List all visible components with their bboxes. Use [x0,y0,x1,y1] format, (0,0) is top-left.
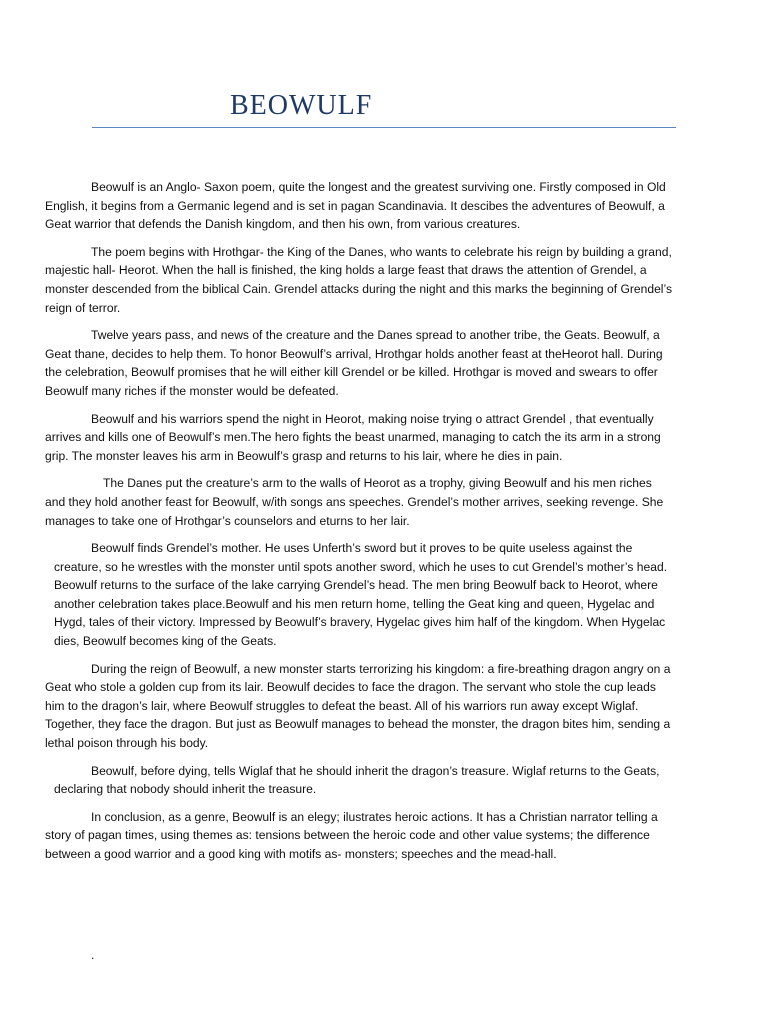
title-underline-rule [92,127,676,128]
paragraph-night-in-heorot: Beowulf and his warriors spend the night in Heorot, making noise trying o attract Grendel , that eventually arrives and kills one of Beowulf’s men.The hero fights the beast unarmed, managing to catch the its arm in a strong grip. The monster leaves his arm in Beowulf’s grasp and returns to his lair, where he dies in pain. [45,411,661,463]
paragraph-twelve-years: Twelve years pass, and news of the creature and the Danes spread to another tribe, the Geats. Beowulf, a Geat thane, decides to help them. To honor Beowulf’s arrival, Hrothgar holds another feast at theHeorot hall. During the celebration, Beowulf promises that he will either kill Grendel or be killed. Hrothgar is moved and swears to offer Beowulf many riches if the monster would be defeated. [45,328,663,398]
document-body [45,178,675,873]
paragraph-dragon: During the reign of Beowulf, a new monster starts terrorizing his kingdom: a fire-breathing dragon angry on a Geat who stole a golden cup from its lair. Beowulf decides to face the dragon. The servant who stole the cup leads him to the dragon’s lair, where Beowulf struggles to defeat the beast. All of his warriors run away except Wiglaf. Together, they face the dragon. But just as Beowulf manages to behead the monster, the dragon bites him, sending a lethal poison through his body. [45,661,671,751]
paragraph-intro: Beowulf is an Anglo- Saxon poem, quite the longest and the greatest surviving one. Firstly composed in Old English, it begins from a Germanic legend and is set in pagan Scandinavia. It descibes the adventures of Beowulf, a Geat warrior that defends the Danish kingdom, and then his own, from various creatures. [45,180,666,232]
paragraph-trophy: The Danes put the creature’s arm to the walls of Heorot as a trophy, giving Beowulf and his men riches and they hold another feast for Beowulf, w/ith songs ans speeches. Grendel’s mother arrives, seeking revenge. She manages to take one of Hrothgar’s counselors and eturns to her lair. [45,476,664,528]
document-title: BEOWULF [230,90,373,121]
paragraph-grendels-mother: Beowulf finds Grendel’s mother. He uses Unferth’s sword but it proves to be quite useless against the creature, so he wrestles with the monster until spots another sword, which he uses to cut Grendel’s mother’s head. Beowulf returns to the surface of the lake carrying Grendel’s head. The men bring Beowulf back to Heorot, where another celebration takes place.Beowulf and his men return home, telling the Geat king and queen, Hygelac and Hygd, tales of their victory. Impressed by Beowulf’s bravery, Hygelac gives him half of the kingdom. When Hygelac dies, Beowulf becomes king of the Geats. [54,541,668,649]
paragraph-conclusion: In conclusion, as a genre, Beowulf is an elegy; ilustrates heroic actions. It has a Christian narrator telling a story of pagan times, using themes as: tensions between the heroic code and other value systems; the difference between a good warrior and a good king with motifs as- monsters; speeches and the mead-hall. [45,809,658,861]
paragraph-hrothgar: The poem begins with Hrothgar- the King of the Danes, who wants to celebrate his reign by building a grand, majestic hall- Heorot. When the hall is finished, the king holds a large feast that draws the attention of Grendel, a monster descended from the biblical Cain. Grendel attacks during the night and this marks the beginning of Grendel’s reign of terror. [45,244,672,315]
paragraph-wiglaf: Beowulf, before dying, tells Wiglaf that he should inherit the dragon’s treasure. Wiglaf returns to the Geats, declaring that nobody should inherit the treasure. [54,763,660,797]
trailing-period: . [91,948,95,962]
